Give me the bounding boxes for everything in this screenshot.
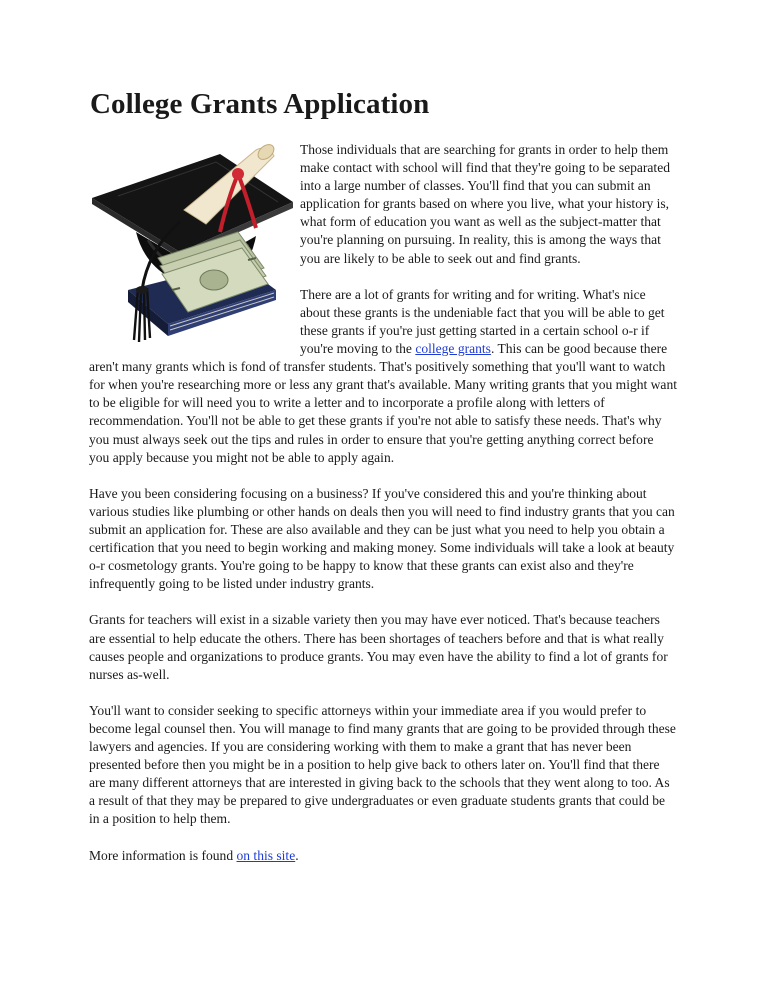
paragraph-5: You'll want to consider seeking to specific attorneys within your immediate area if you would prefer to become legal counsel then. You will manage to find many grants that are going to be provided through these lawyers and agencies. If you are considering working with them to make a grant that has never been presented before then you might be in a position to help give back to others later on. You'll find that there are many different attorneys that are interested in giving back to the schools that they went along to too. As a result of that they may be prepared to give undergraduates or even graduate students grants that could be in a position to help them. <box>89 702 676 827</box>
paragraph-6-text-after: . <box>295 847 299 863</box>
paragraph-4: Grants for teachers will exist in a sizable variety then you may have ever noticed. That's because teachers are essential to help educate the others. There has been shortages of teachers before and that is what really causes people and organizations to produce grants. You may even have the ability to find a lot of grants for nurses as-well. <box>89 612 668 682</box>
paragraph-2-text-after: . This can be good because there aren't many grants which is fond of transfer students. That's positively something that you'll want to watch for when you're researching more or less any grant that's available. Many writing grants that you might want to be eligible for will need you to write a letter and to incorporate a profile along with letters of recommendation. You'll not be able to get these grants if you're not able to satisfy these needs. That's why you must always seek out the tips and rules in order to ensure that you're getting anything correct before you apply because you might not be able to apply again. <box>89 341 677 465</box>
article-body <box>89 141 677 883</box>
paragraph-1: Those individuals that are searching for grants in order to help them make contact with school will find that they're going to be separated into a large number of classes. You'll find that you can submit an application for grants based on where you live, what your history is, what form of education you want as well as the subject-matter that you're planning on pursuing. In reality, this is among the ways that you are likely to be able to seek out and find grants. <box>300 142 670 266</box>
paragraph-6 <box>89 847 677 865</box>
paragraph-6-text-before: More information is found <box>89 847 237 863</box>
more-info-link[interactable]: on this site <box>236 847 296 863</box>
college-grants-link[interactable]: college grants <box>415 341 491 357</box>
paragraph-2-text-before: There are a lot of grants for writing and for writing. What's nice about these grants is the undeniable fact that you will be able to get these grants if you're just getting started in a certain school o-r if you're moving to the <box>300 286 665 357</box>
paragraph-3: Have you been considering focusing on a business? If you've considered this and you're thinking about various studies like plumbing or other hands on deals then you will need to find industry grants that you can submit an application for. These are also available and they can be just what you need to help you obtain a certification that you need to begin working and making money. Some individuals will take a look at beauty o-r cosmetology grants. You're going to be happy to know that these grants can exist also and they're infrequently going to be listed under industry grants. <box>89 485 675 592</box>
page-title: College Grants Application <box>90 88 430 120</box>
image-float-spacer <box>89 141 300 353</box>
